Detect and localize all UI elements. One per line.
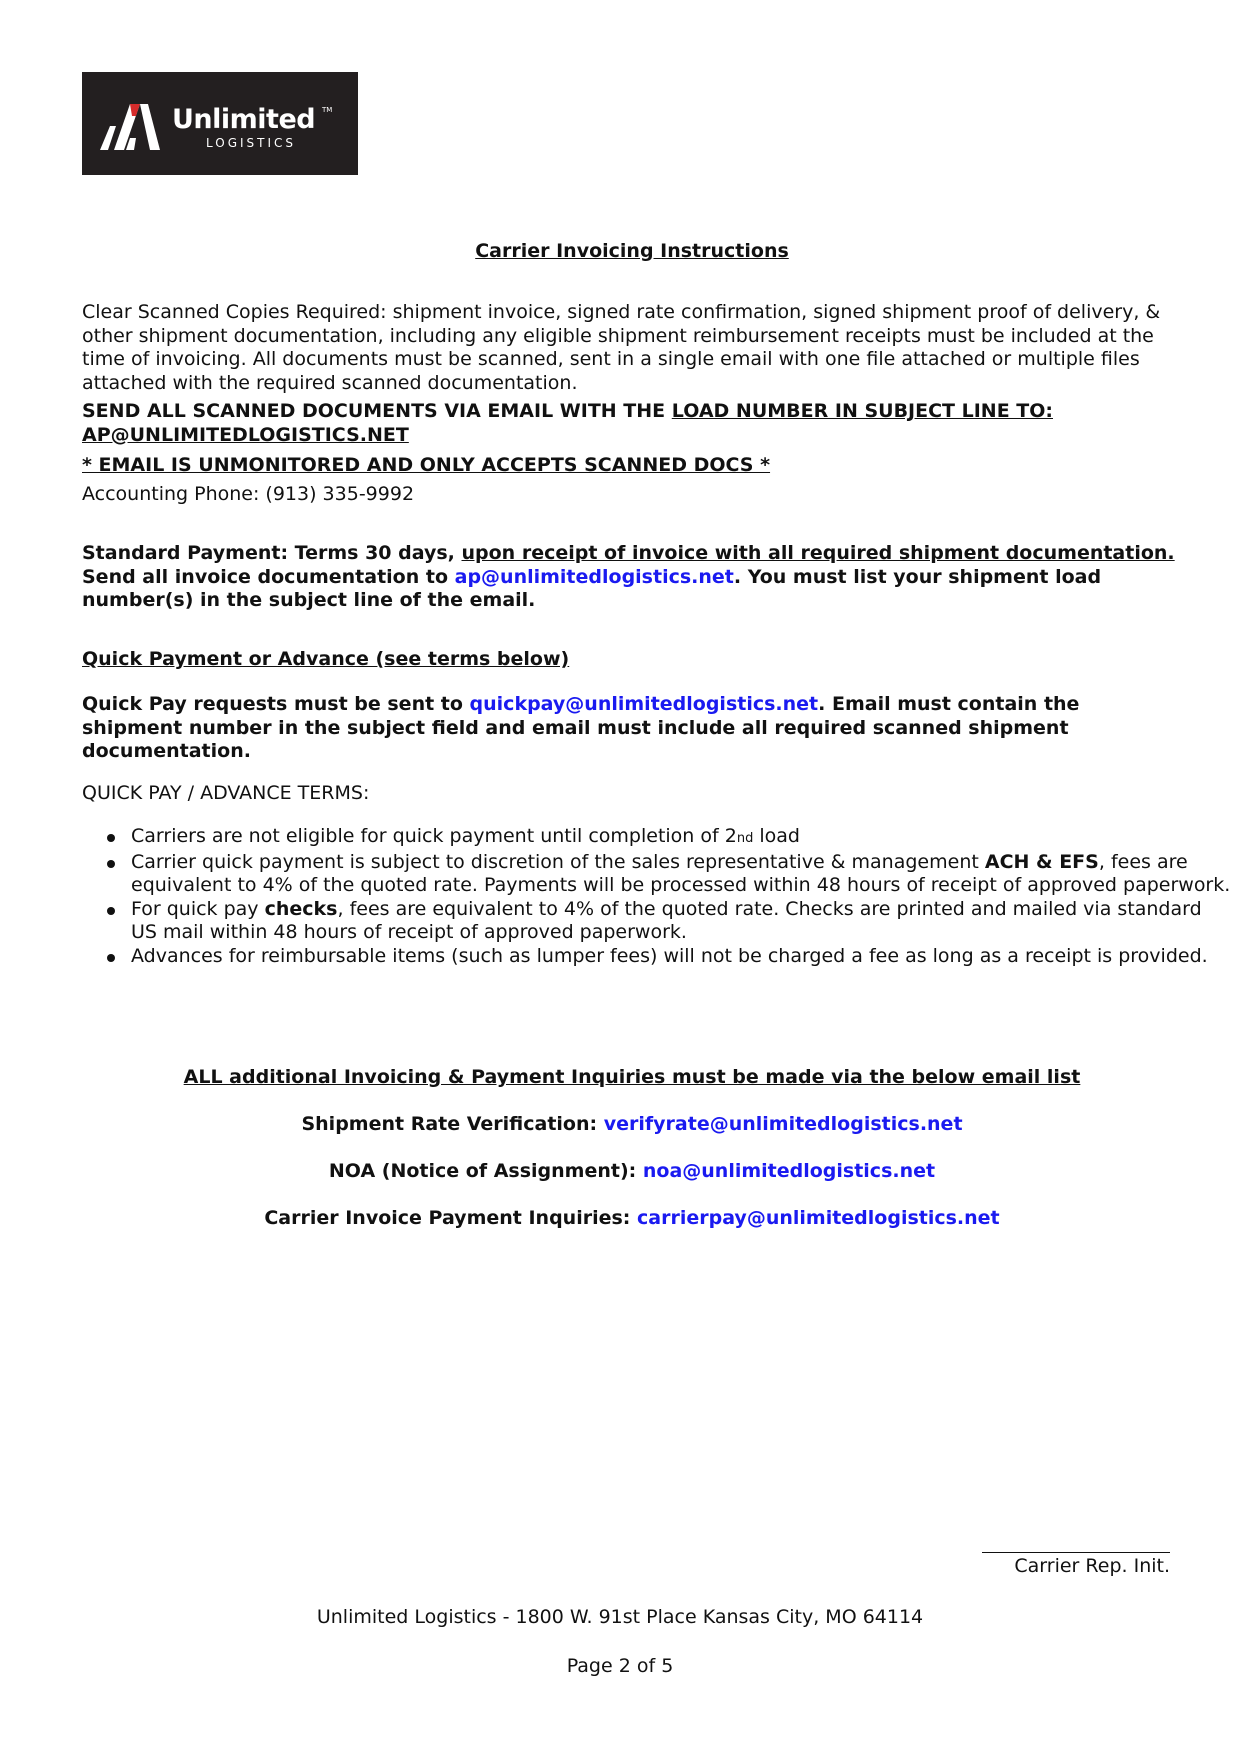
standard-payment (82, 542, 1182, 613)
terms-item-2-post: , fees are equivalent to 4% of the quoted rate. Payments will be processed within 48 hours of receipt of approved paperwork. (131, 850, 1231, 896)
verifyrate-email-link[interactable]: verifyrate@unlimitedlogistics.net (603, 1113, 963, 1135)
logo-brand-text: Unlimited (172, 104, 316, 135)
terms-item-3-text: For quick pay (131, 897, 265, 920)
ap-email-link[interactable]: ap@unlimitedlogistics.net (454, 565, 734, 588)
send-all-lead: SEND ALL SCANNED DOCUMENTS VIA EMAIL WITH THE (82, 400, 672, 422)
accounting-phone: Accounting Phone: (913) 335-9992 (82, 483, 415, 505)
noa-email-link[interactable]: noa@unlimitedlogistics.net (642, 1160, 936, 1182)
logo-sub-text: LOGISTICS (206, 136, 297, 150)
carrierpay-email-link[interactable]: carrierpay@unlimitedlogistics.net (637, 1207, 1000, 1229)
quickpay-pre: Quick Pay requests must be sent to (82, 693, 470, 715)
terms-item-2-text: Carrier quick payment is subject to discretion of the sales representative & management (131, 850, 985, 873)
contact-label: Shipment Rate Verification: (301, 1113, 604, 1135)
terms-item-4-text: Advances for reimbursable items (such as lumper fees) will not be charged a fee as long as a receipt is provided. (131, 944, 1208, 967)
contact-label: NOA (Notice of Assignment): (328, 1160, 643, 1182)
contact-label: Carrier Invoice Payment Inquiries: (264, 1207, 637, 1229)
terms-item-1-post: load (753, 825, 800, 847)
terms-label: QUICK PAY / ADVANCE TERMS: (82, 782, 370, 804)
standard-underlined: upon receipt of invoice with all required shipment documentation. (461, 542, 1175, 564)
initials-signature-line[interactable] (982, 1552, 1170, 1553)
ap-email-caps[interactable]: AP@UNLIMITEDLOGISTICS.NET (82, 423, 409, 446)
send-all-underlined: LOAD NUMBER IN SUBJECT LINE TO: (671, 400, 1053, 422)
terms-item-3-post: , fees are equivalent to 4% of the quoted rate. Checks are printed and mailed via standard US mail within 48 hours of receipt of approved paperwork. (131, 897, 1202, 943)
additional-inquiries-heading: ALL additional Invoicing & Payment Inquiries must be made via the below email list (183, 1066, 1081, 1088)
quickpay-post: . Email must contain the shipment number in the subject field and email must include all required scanned shipment documentation. (82, 693, 1080, 762)
send-invoice-post: . You must list your shipment load number(s) in the subject line of the email. (82, 565, 1102, 611)
terms-item-1-text: Carriers are not eligible for quick payment until completion of 2 (131, 825, 737, 847)
terms-item-3-bold: checks (264, 897, 338, 920)
terms-list (82, 825, 1231, 968)
terms-item-4 (131, 945, 1231, 969)
terms-item-1-sup: nd (736, 831, 754, 846)
contact-noa (82, 1160, 1182, 1184)
initials-label: Carrier Rep. Init. (1014, 1555, 1170, 1577)
quickpay-email-link[interactable]: quickpay@unlimitedlogistics.net (469, 693, 819, 715)
send-invoice-pre: Send all invoice documentation to (82, 565, 455, 588)
page-number: Page 2 of 5 (566, 1655, 674, 1677)
terms-item-1 (131, 825, 1231, 851)
contact-rate-verification (82, 1113, 1182, 1137)
intro-paragraph: Clear Scanned Copies Required: shipment invoice, signed rate confirmation, signed shipment proof of delivery, & other shipment documentation, including any eligible shipment reimbursement receipts must be included at the time of invoicing. All documents must be scanned, sent in a single email with one file attached or multiple files attached with the required scanned documentation. (82, 301, 1161, 394)
company-logo (82, 72, 358, 175)
page-title: Carrier Invoicing Instructions (475, 240, 789, 262)
send-all-instruction (82, 400, 1182, 447)
road-logo-icon (100, 96, 170, 152)
footer-address: Unlimited Logistics - 1800 W. 91st Place Kansas City, MO 64114 (316, 1606, 924, 1628)
terms-item-3 (131, 898, 1231, 945)
terms-item-2 (131, 851, 1231, 898)
unmonitored-notice: * EMAIL IS UNMONITORED AND ONLY ACCEPTS SCANNED DOCS * (82, 454, 771, 476)
standard-lead: Standard Payment: Terms 30 days, (82, 542, 462, 564)
quickpay-request (82, 693, 1182, 764)
quick-payment-heading: Quick Payment or Advance (see terms below) (82, 648, 570, 670)
contact-carrier-pay (82, 1207, 1182, 1231)
logo-trademark: TM (322, 106, 333, 114)
terms-item-2-bold: ACH & EFS (984, 850, 1099, 873)
